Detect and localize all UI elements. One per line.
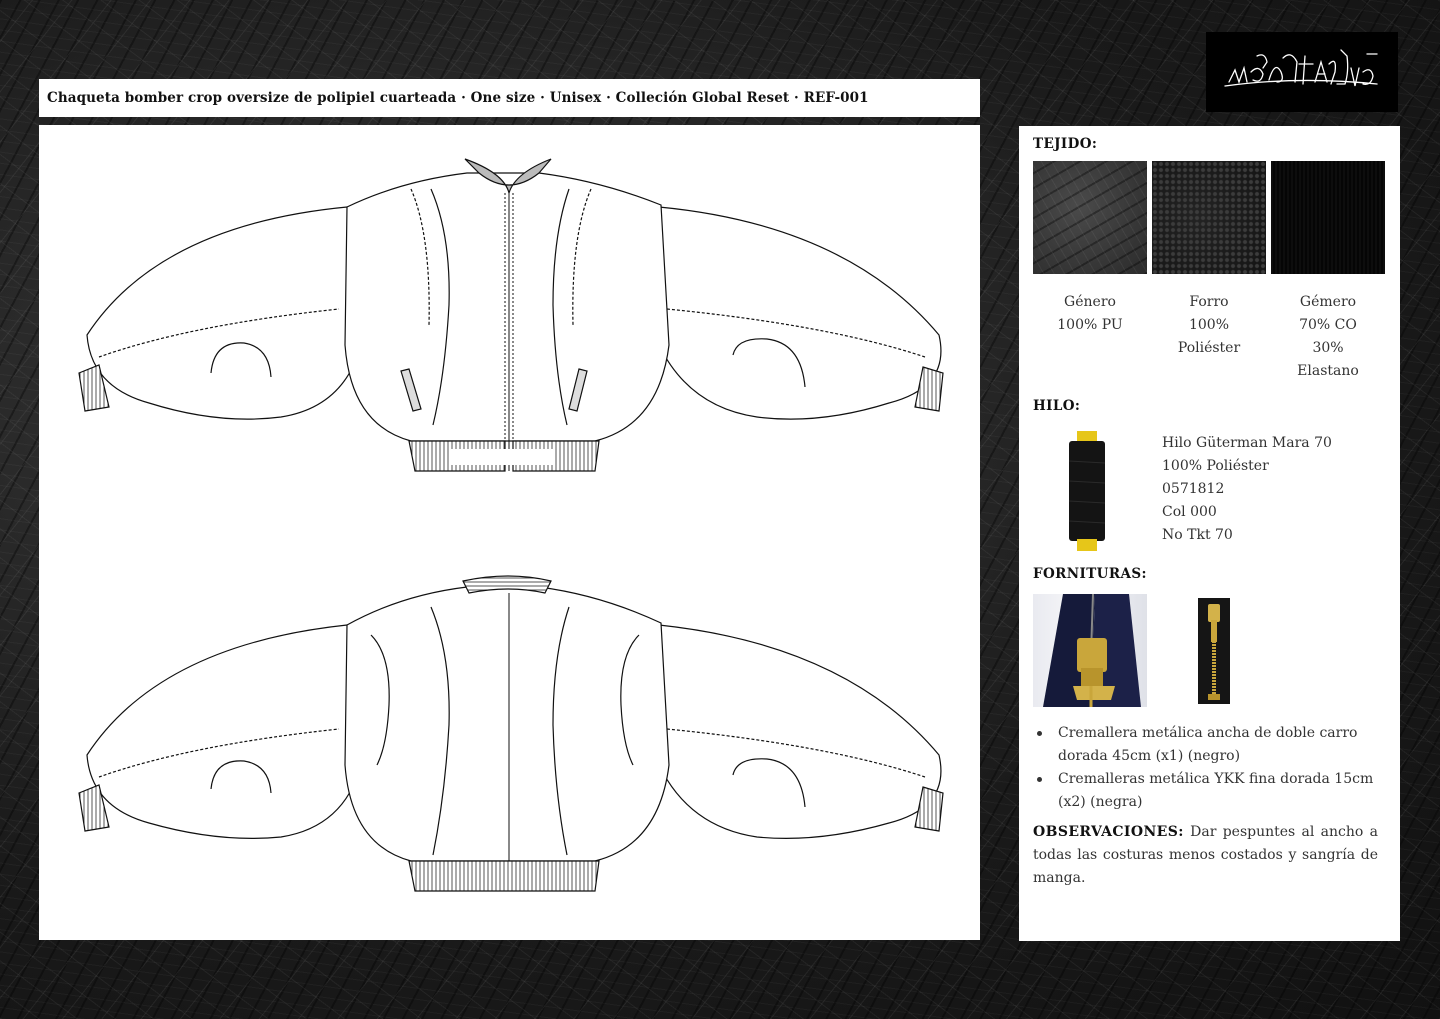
fabric-line: Poliéster [1177, 340, 1241, 356]
fabric-line: Gémero [1299, 294, 1357, 310]
observations [1033, 821, 1378, 890]
brand-logo [1206, 32, 1398, 112]
list-item: Cremallera metálica ancha de doble carro dorada 45cm (x1) (negro) [1033, 722, 1385, 768]
fabric-line: 100% [1188, 317, 1230, 333]
fabric-swatch-rib [1271, 161, 1385, 274]
fabric-line: 70% CO [1299, 317, 1357, 333]
front-view [79, 159, 943, 471]
fabric-label-lining [1152, 291, 1266, 360]
thread-line: 0571812 [1162, 481, 1225, 497]
fabric-swatch-lining [1152, 161, 1266, 274]
thread-line: 100% Poliéster [1162, 458, 1269, 474]
fabric-line: 30% [1312, 340, 1344, 356]
technical-drawing [39, 125, 980, 940]
fabric-label-shell [1033, 291, 1147, 337]
thread-line: Hilo Güterman Mara 70 [1162, 435, 1332, 451]
page-title: Chaqueta bomber crop oversize de polipiel cuarteada · One size · Unisex · Colleción Global Reset · REF-001 [47, 90, 869, 106]
fabric-line: 100% PU [1057, 317, 1123, 333]
fabric-line: Género [1064, 294, 1116, 310]
thread-info [1162, 432, 1332, 547]
wide-zipper-icon [1033, 594, 1147, 707]
jacket-flats-drawing [39, 125, 980, 940]
fabric-line: Forro [1189, 294, 1229, 310]
list-item: Cremalleras metálica YKK fina dorada 15cm (x2) (negra) [1033, 768, 1385, 814]
signature-logo-icon [1217, 42, 1387, 102]
thread-section-title: HILO: [1033, 398, 1081, 414]
thread-line: No Tkt 70 [1162, 527, 1233, 543]
wide-zipper-image [1033, 594, 1147, 707]
observations-label: OBSERVACIONES: [1033, 824, 1184, 840]
thread-spool-icon [1057, 431, 1117, 551]
trims-section-title: FORNITURAS: [1033, 566, 1147, 582]
title-bar [39, 79, 980, 117]
fabric-label-rib [1271, 291, 1385, 383]
observations-text: Dar pespuntes al ancho a todas las costuras menos costados y sangría de manga. [1033, 824, 1378, 886]
thread-line: Col 000 [1162, 504, 1217, 520]
spec-panel [1019, 126, 1400, 941]
thin-zipper-icon [1152, 594, 1266, 707]
fabric-swatch-shell [1033, 161, 1147, 274]
fabric-line: Elastano [1297, 363, 1359, 379]
thin-zipper-image [1152, 594, 1266, 707]
trims-list [1033, 722, 1385, 814]
fabric-section-title: TEJIDO: [1033, 136, 1098, 152]
back-view [79, 576, 943, 891]
